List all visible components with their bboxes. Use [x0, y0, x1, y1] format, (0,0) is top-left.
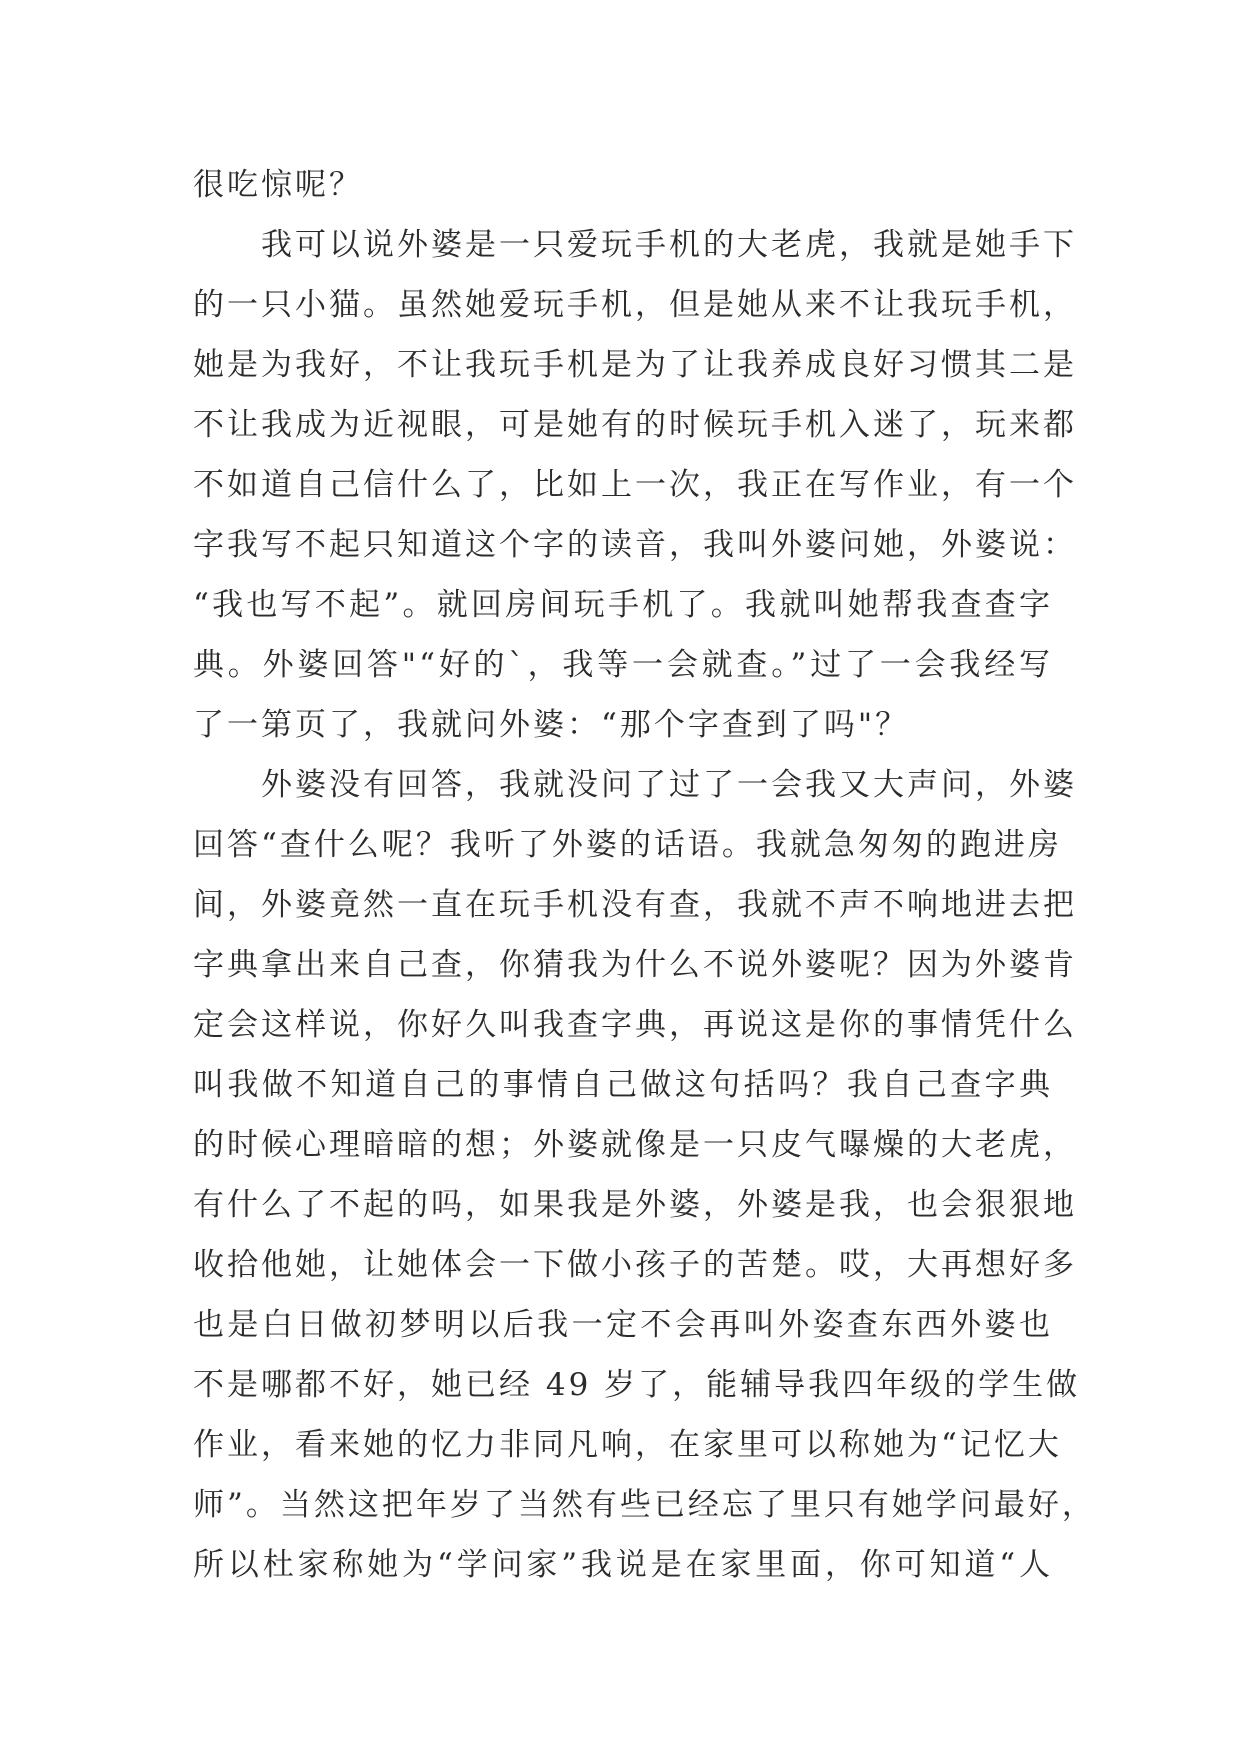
- text-line: 典。外婆回答"“好的`，我等一会就查。”过了一会我经写: [193, 647, 1053, 683]
- text-line: 不是哪都不好，她已经 49 岁了，能辅导我四年级的学生做: [193, 1367, 1081, 1403]
- text-line: 字我写不起只知道这个字的读音，我叫外婆问她，外婆说：: [193, 527, 1077, 563]
- text-line: 外婆没有回答，我就没问了过了一会我又大声问，外婆: [193, 767, 1077, 803]
- text-line: 叫我做不知道自己的事情自己做这句括吗？我自己查字典: [193, 1067, 1053, 1103]
- text-line: 的时候心理暗暗的想；外婆就像是一只皮气曝燥的大老虎，: [193, 1127, 1077, 1163]
- text-line: 她是为我好，不让我玩手机是为了让我养成良好习惯其二是: [193, 347, 1077, 383]
- text-line: 所以杜家称她为“学问家”我说是在家里面，你可知道“人: [193, 1547, 1053, 1583]
- text-line: 有什么了不起的吗，如果我是外婆，外婆是我，也会狠狠地: [193, 1187, 1077, 1223]
- text-line: 了一第页了，我就问外婆：“那个字查到了吗"？: [193, 707, 910, 743]
- text-line: 也是白日做初梦明以后我一定不会再叫外姿查东西外婆也: [193, 1307, 1053, 1343]
- document-body: [193, 155, 1096, 1595]
- text-line: 很吃惊呢？: [193, 167, 363, 203]
- text-line: 作业，看来她的忆力非同凡响，在家里可以称她为“记忆大: [193, 1427, 1062, 1463]
- text-line: 不如道自己信什么了，比如上一次，我正在写作业，有一个: [193, 467, 1077, 503]
- text-line: “我也写不起”。就回房间玩手机了。我就叫她帮我查查字: [193, 587, 1053, 623]
- text-line: 收拾他她，让她体会一下做小孩子的苦楚。哎，大再想好多: [193, 1247, 1077, 1283]
- text-line: 间，外婆竟然一直在玩手机没有查，我就不声不响地进去把: [193, 887, 1077, 923]
- text-line: 字典拿出来自己查，你猜我为什么不说外婆呢？因为外婆肯: [193, 947, 1077, 983]
- text-line: 师”。当然这把年岁了当然有些已经忘了里只有她学问最好，: [193, 1487, 1096, 1523]
- text-line: 我可以说外婆是一只爱玩手机的大老虎，我就是她手下: [193, 227, 1077, 263]
- text-line: 定会这样说，你好久叫我查字典，再说这是你的事情凭什么: [193, 1007, 1077, 1043]
- text-line: 回答“查什么呢？我听了外婆的话语。我就急匆匆的跑进房: [193, 827, 1062, 863]
- text-line: 的一只小猫。虽然她爱玩手机，但是她从来不让我玩手机，: [193, 287, 1077, 323]
- text-line: 不让我成为近视眼，可是她有的时候玩手机入迷了，玩来都: [193, 407, 1077, 443]
